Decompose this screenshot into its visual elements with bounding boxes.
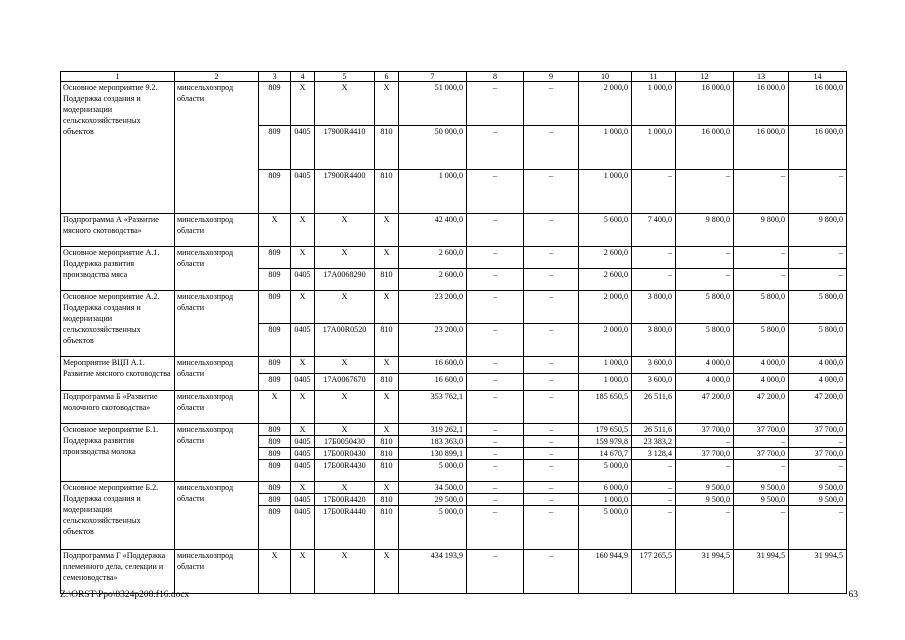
value-cell-col-12: – [676, 436, 734, 448]
value-cell-col-9: – [524, 357, 579, 374]
value-cell-col-5: Х [315, 391, 375, 424]
value-cell-col-7: 5 000,0 [399, 460, 467, 482]
footer-file-path: Z:\ORST\Ppo\0324p208.f16.docx [60, 590, 190, 600]
value-cell-col-7: 130 899,1 [399, 448, 467, 460]
value-cell-col-8: – [467, 391, 524, 424]
value-cell-col-3: 809 [259, 494, 291, 506]
value-cell-col-8: – [467, 170, 524, 214]
value-cell-col-10: 2 000,0 [579, 291, 632, 324]
value-cell-col-12: 16 000,0 [676, 82, 734, 126]
value-cell-col-6: Х [375, 247, 399, 269]
value-cell-col-7: 29 500,0 [399, 494, 467, 506]
value-cell-col-3: 809 [259, 170, 291, 214]
program-name-cell: Подпрограмма А «Развитие мясного скотоводства» [61, 214, 175, 247]
value-cell-col-9: – [524, 448, 579, 460]
column-header-3: 3 [259, 72, 291, 82]
value-cell-col-4: 0405 [291, 374, 315, 391]
value-cell-col-9: – [524, 436, 579, 448]
value-cell-col-13: 16 000,0 [734, 82, 789, 126]
value-cell-col-4: 0405 [291, 324, 315, 357]
value-cell-col-13: 9 500,0 [734, 482, 789, 494]
value-cell-col-7: 183 363,0 [399, 436, 467, 448]
value-cell-col-7: 16 600,0 [399, 374, 467, 391]
page-number: 63 [848, 590, 858, 600]
value-cell-col-10: 2 600,0 [579, 269, 632, 291]
value-cell-col-9: – [524, 247, 579, 269]
value-cell-col-7: 353 762,1 [399, 391, 467, 424]
value-cell-col-3: 809 [259, 436, 291, 448]
value-cell-col-6: Х [375, 82, 399, 126]
value-cell-col-5: Х [315, 247, 375, 269]
table-row [61, 482, 847, 494]
value-cell-col-6: 810 [375, 460, 399, 482]
value-cell-col-14: 16 000,0 [789, 126, 847, 170]
column-header-12: 12 [676, 72, 734, 82]
value-cell-col-12: 9 500,0 [676, 494, 734, 506]
value-cell-col-12: 16 000,0 [676, 126, 734, 170]
program-name-cell: Подпрограмма Г «Поддержка племенного дела, селекции и семеноводства» [61, 550, 175, 594]
value-cell-col-11: – [632, 269, 676, 291]
value-cell-col-14: – [789, 436, 847, 448]
executor-cell: минсельхозпрод области [175, 424, 259, 482]
value-cell-col-6: Х [375, 482, 399, 494]
value-cell-col-11: – [632, 482, 676, 494]
value-cell-col-7: 42 400,0 [399, 214, 467, 247]
value-cell-col-3: 809 [259, 269, 291, 291]
value-cell-col-7: 5 000,0 [399, 506, 467, 550]
executor-cell: минсельхозпрод области [175, 357, 259, 391]
value-cell-col-13: 5 800,0 [734, 324, 789, 357]
value-cell-col-4: Х [291, 550, 315, 594]
value-cell-col-11: 23 383,2 [632, 436, 676, 448]
value-cell-col-12: 47 200,0 [676, 391, 734, 424]
value-cell-col-9: – [524, 550, 579, 594]
value-cell-col-8: – [467, 126, 524, 170]
value-cell-col-11: 7 400,0 [632, 214, 676, 247]
value-cell-col-6: Х [375, 357, 399, 374]
column-header-2: 2 [175, 72, 259, 82]
value-cell-col-3: 809 [259, 324, 291, 357]
value-cell-col-3: 809 [259, 126, 291, 170]
value-cell-col-4: Х [291, 291, 315, 324]
value-cell-col-9: – [524, 269, 579, 291]
value-cell-col-11: 1 000,0 [632, 82, 676, 126]
program-name-cell: Мероприятие ВЦП А.1. Развитие мясного скотоводства [61, 357, 175, 391]
value-cell-col-9: – [524, 170, 579, 214]
value-cell-col-8: – [467, 82, 524, 126]
value-cell-col-11: – [632, 247, 676, 269]
value-cell-col-5: 17Б00R4420 [315, 494, 375, 506]
program-name-cell: Подпрограмма Б «Развитие молочного скотоводства» [61, 391, 175, 424]
value-cell-col-4: 0405 [291, 460, 315, 482]
column-header-14: 14 [789, 72, 847, 82]
value-cell-col-10: 1 000,0 [579, 374, 632, 391]
value-cell-col-8: – [467, 506, 524, 550]
value-cell-col-6: Х [375, 214, 399, 247]
value-cell-col-4: Х [291, 247, 315, 269]
value-cell-col-11: – [632, 460, 676, 482]
value-cell-col-10: 159 979,8 [579, 436, 632, 448]
value-cell-col-10: 185 650,5 [579, 391, 632, 424]
value-cell-col-3: Х [259, 391, 291, 424]
value-cell-col-10: 1 000,0 [579, 170, 632, 214]
value-cell-col-14: 37 700,0 [789, 448, 847, 460]
value-cell-col-13: – [734, 436, 789, 448]
column-header-11: 11 [632, 72, 676, 82]
value-cell-col-10: 1 000,0 [579, 357, 632, 374]
value-cell-col-13: 4 000,0 [734, 374, 789, 391]
value-cell-col-6: 810 [375, 506, 399, 550]
executor-cell: минсельхозпрод области [175, 82, 259, 214]
value-cell-col-9: – [524, 391, 579, 424]
value-cell-col-11: 3 600,0 [632, 374, 676, 391]
column-header-13: 13 [734, 72, 789, 82]
value-cell-col-9: – [524, 460, 579, 482]
value-cell-col-14: 9 800,0 [789, 214, 847, 247]
value-cell-col-10: 2 600,0 [579, 247, 632, 269]
value-cell-col-6: Х [375, 391, 399, 424]
value-cell-col-12: – [676, 460, 734, 482]
value-cell-col-6: Х [375, 291, 399, 324]
value-cell-col-8: – [467, 436, 524, 448]
value-cell-col-7: 51 000,0 [399, 82, 467, 126]
value-cell-col-9: – [524, 82, 579, 126]
executor-cell: минсельхозпрод области [175, 391, 259, 424]
value-cell-col-14: – [789, 170, 847, 214]
value-cell-col-12: 37 700,0 [676, 424, 734, 436]
value-cell-col-5: 17Б00R4440 [315, 506, 375, 550]
value-cell-col-10: 160 944,9 [579, 550, 632, 594]
value-cell-col-13: – [734, 269, 789, 291]
executor-cell: минсельхозпрод области [175, 214, 259, 247]
column-header-6: 6 [375, 72, 399, 82]
value-cell-col-6: Х [375, 424, 399, 436]
value-cell-col-10: 179 650,5 [579, 424, 632, 436]
value-cell-col-14: – [789, 460, 847, 482]
value-cell-col-14: 37 700,0 [789, 424, 847, 436]
table-body [61, 82, 847, 594]
value-cell-col-9: – [524, 482, 579, 494]
value-cell-col-3: 809 [259, 424, 291, 436]
value-cell-col-8: – [467, 460, 524, 482]
value-cell-col-6: 810 [375, 374, 399, 391]
value-cell-col-3: 809 [259, 460, 291, 482]
value-cell-col-10: 14 670,7 [579, 448, 632, 460]
column-header-1: 1 [61, 72, 175, 82]
value-cell-col-13: – [734, 506, 789, 550]
table-row [61, 247, 847, 269]
value-cell-col-10: 1 000,0 [579, 494, 632, 506]
program-name-cell: Основное мероприятие А.1. Поддержка развития производства мяса [61, 247, 175, 291]
value-cell-col-13: 16 000,0 [734, 126, 789, 170]
value-cell-col-14: 9 500,0 [789, 482, 847, 494]
value-cell-col-5: 17900R4410 [315, 126, 375, 170]
value-cell-col-3: 809 [259, 482, 291, 494]
value-cell-col-3: 809 [259, 357, 291, 374]
value-cell-col-4: Х [291, 482, 315, 494]
value-cell-col-8: – [467, 214, 524, 247]
table-row [61, 391, 847, 424]
value-cell-col-3: 809 [259, 291, 291, 324]
value-cell-col-10: 5 000,0 [579, 460, 632, 482]
value-cell-col-3: 809 [259, 448, 291, 460]
value-cell-col-5: Х [315, 82, 375, 126]
value-cell-col-5: Х [315, 357, 375, 374]
value-cell-col-6: 810 [375, 170, 399, 214]
value-cell-col-8: – [467, 357, 524, 374]
program-name-cell: Основное мероприятие Б.1. Поддержка развития производства молока [61, 424, 175, 482]
value-cell-col-4: 0405 [291, 494, 315, 506]
value-cell-col-13: 9 500,0 [734, 494, 789, 506]
value-cell-col-10: 6 000,0 [579, 482, 632, 494]
value-cell-col-14: 9 500,0 [789, 494, 847, 506]
value-cell-col-5: Х [315, 424, 375, 436]
value-cell-col-13: 37 700,0 [734, 448, 789, 460]
column-header-10: 10 [579, 72, 632, 82]
program-name-cell: Основное мероприятие 9.2. Поддержка создания и модернизации сельскохозяйственных объектов [61, 82, 175, 214]
value-cell-col-6: Х [375, 550, 399, 594]
value-cell-col-11: 3 600,0 [632, 357, 676, 374]
value-cell-col-5: 17900R4400 [315, 170, 375, 214]
value-cell-col-14: – [789, 247, 847, 269]
value-cell-col-6: 810 [375, 126, 399, 170]
value-cell-col-8: – [467, 424, 524, 436]
value-cell-col-14: 16 000,0 [789, 82, 847, 126]
column-header-8: 8 [467, 72, 524, 82]
value-cell-col-4: 0405 [291, 436, 315, 448]
value-cell-col-3: Х [259, 214, 291, 247]
value-cell-col-4: 0405 [291, 448, 315, 460]
value-cell-col-7: 2 600,0 [399, 269, 467, 291]
executor-cell: минсельхозпрод области [175, 482, 259, 550]
table-row [61, 550, 847, 594]
value-cell-col-13: – [734, 247, 789, 269]
value-cell-col-14: 5 800,0 [789, 291, 847, 324]
column-header-4: 4 [291, 72, 315, 82]
value-cell-col-10: 5 600,0 [579, 214, 632, 247]
value-cell-col-12: 37 700,0 [676, 448, 734, 460]
value-cell-col-5: 17Б00R4430 [315, 460, 375, 482]
value-cell-col-10: 2 000,0 [579, 82, 632, 126]
column-header-7: 7 [399, 72, 467, 82]
value-cell-col-10: 5 000,0 [579, 506, 632, 550]
value-cell-col-11: 26 511,6 [632, 391, 676, 424]
value-cell-col-4: Х [291, 357, 315, 374]
table-row [61, 82, 847, 126]
value-cell-col-9: – [524, 506, 579, 550]
value-cell-col-4: Х [291, 391, 315, 424]
value-cell-col-7: 319 262,1 [399, 424, 467, 436]
value-cell-col-5: 17А0068290 [315, 269, 375, 291]
value-cell-col-7: 34 500,0 [399, 482, 467, 494]
value-cell-col-8: – [467, 269, 524, 291]
value-cell-col-9: – [524, 494, 579, 506]
value-cell-col-8: – [467, 324, 524, 357]
value-cell-col-12: – [676, 269, 734, 291]
executor-cell: минсельхозпрод области [175, 247, 259, 291]
column-header-5: 5 [315, 72, 375, 82]
value-cell-col-7: 50 000,0 [399, 126, 467, 170]
table-row [61, 291, 847, 324]
value-cell-col-4: 0405 [291, 506, 315, 550]
value-cell-col-5: Х [315, 291, 375, 324]
value-cell-col-8: – [467, 291, 524, 324]
value-cell-col-12: 9 800,0 [676, 214, 734, 247]
header-row [61, 72, 847, 82]
value-cell-col-3: 809 [259, 82, 291, 126]
value-cell-col-4: 0405 [291, 269, 315, 291]
value-cell-col-13: 5 800,0 [734, 291, 789, 324]
value-cell-col-6: 810 [375, 448, 399, 460]
table-row [61, 357, 847, 374]
value-cell-col-8: – [467, 550, 524, 594]
value-cell-col-11: 3 128,4 [632, 448, 676, 460]
program-name-cell: Основное мероприятие А.2. Поддержка создания и модернизации сельскохозяйственных объектов [61, 291, 175, 357]
value-cell-col-4: Х [291, 424, 315, 436]
value-cell-col-11: 3 800,0 [632, 324, 676, 357]
table-row [61, 214, 847, 247]
value-cell-col-8: – [467, 482, 524, 494]
value-cell-col-7: 16 600,0 [399, 357, 467, 374]
value-cell-col-12: 9 500,0 [676, 482, 734, 494]
value-cell-col-8: – [467, 494, 524, 506]
value-cell-col-11: 177 265,5 [632, 550, 676, 594]
value-cell-col-5: Х [315, 214, 375, 247]
value-cell-col-10: 1 000,0 [579, 126, 632, 170]
value-cell-col-9: – [524, 324, 579, 357]
value-cell-col-7: 23 200,0 [399, 291, 467, 324]
executor-cell: минсельхозпрод области [175, 550, 259, 594]
program-name-cell: Основное мероприятие Б.2. Поддержка создания и модернизации сельскохозяйственных объектов [61, 482, 175, 550]
value-cell-col-10: 2 000,0 [579, 324, 632, 357]
value-cell-col-13: – [734, 460, 789, 482]
value-cell-col-14: 31 994,5 [789, 550, 847, 594]
value-cell-col-12: – [676, 247, 734, 269]
budget-table [60, 71, 847, 594]
value-cell-col-13: 31 994,5 [734, 550, 789, 594]
value-cell-col-14: – [789, 506, 847, 550]
value-cell-col-11: – [632, 506, 676, 550]
value-cell-col-9: – [524, 291, 579, 324]
value-cell-col-9: – [524, 374, 579, 391]
table-row [61, 424, 847, 436]
value-cell-col-13: 47 200,0 [734, 391, 789, 424]
value-cell-col-7: 1 000,0 [399, 170, 467, 214]
value-cell-col-13: 9 800,0 [734, 214, 789, 247]
value-cell-col-9: – [524, 126, 579, 170]
value-cell-col-3: 809 [259, 247, 291, 269]
value-cell-col-5: 17Б00R0430 [315, 448, 375, 460]
value-cell-col-8: – [467, 448, 524, 460]
value-cell-col-5: 17Б0050430 [315, 436, 375, 448]
value-cell-col-5: 17А00R0520 [315, 324, 375, 357]
value-cell-col-3: 809 [259, 506, 291, 550]
value-cell-col-12: 31 994,5 [676, 550, 734, 594]
value-cell-col-6: 810 [375, 494, 399, 506]
value-cell-col-13: 4 000,0 [734, 357, 789, 374]
value-cell-col-14: 5 800,0 [789, 324, 847, 357]
value-cell-col-6: 810 [375, 436, 399, 448]
executor-cell: минсельхозпрод области [175, 291, 259, 357]
column-header-9: 9 [524, 72, 579, 82]
value-cell-col-8: – [467, 374, 524, 391]
value-cell-col-7: 2 600,0 [399, 247, 467, 269]
value-cell-col-7: 434 193,9 [399, 550, 467, 594]
value-cell-col-12: – [676, 506, 734, 550]
value-cell-col-5: 17А0067670 [315, 374, 375, 391]
value-cell-col-12: 4 000,0 [676, 374, 734, 391]
value-cell-col-5: Х [315, 482, 375, 494]
value-cell-col-13: – [734, 170, 789, 214]
value-cell-col-3: 809 [259, 374, 291, 391]
document-page [60, 71, 846, 594]
value-cell-col-14: 4 000,0 [789, 374, 847, 391]
value-cell-col-5: Х [315, 550, 375, 594]
value-cell-col-6: 810 [375, 269, 399, 291]
value-cell-col-11: 26 511,6 [632, 424, 676, 436]
value-cell-col-11: – [632, 170, 676, 214]
value-cell-col-12: – [676, 170, 734, 214]
value-cell-col-12: 5 800,0 [676, 324, 734, 357]
value-cell-col-3: Х [259, 550, 291, 594]
value-cell-col-14: 47 200,0 [789, 391, 847, 424]
value-cell-col-14: – [789, 269, 847, 291]
value-cell-col-9: – [524, 424, 579, 436]
value-cell-col-11: – [632, 494, 676, 506]
value-cell-col-4: 0405 [291, 170, 315, 214]
value-cell-col-12: 4 000,0 [676, 357, 734, 374]
value-cell-col-4: 0405 [291, 126, 315, 170]
value-cell-col-13: 37 700,0 [734, 424, 789, 436]
value-cell-col-8: – [467, 247, 524, 269]
value-cell-col-9: – [524, 214, 579, 247]
value-cell-col-4: Х [291, 82, 315, 126]
value-cell-col-12: 5 800,0 [676, 291, 734, 324]
value-cell-col-11: 3 800,0 [632, 291, 676, 324]
value-cell-col-11: 1 000,0 [632, 126, 676, 170]
value-cell-col-6: 810 [375, 324, 399, 357]
value-cell-col-4: Х [291, 214, 315, 247]
value-cell-col-14: 4 000,0 [789, 357, 847, 374]
value-cell-col-7: 23 200,0 [399, 324, 467, 357]
